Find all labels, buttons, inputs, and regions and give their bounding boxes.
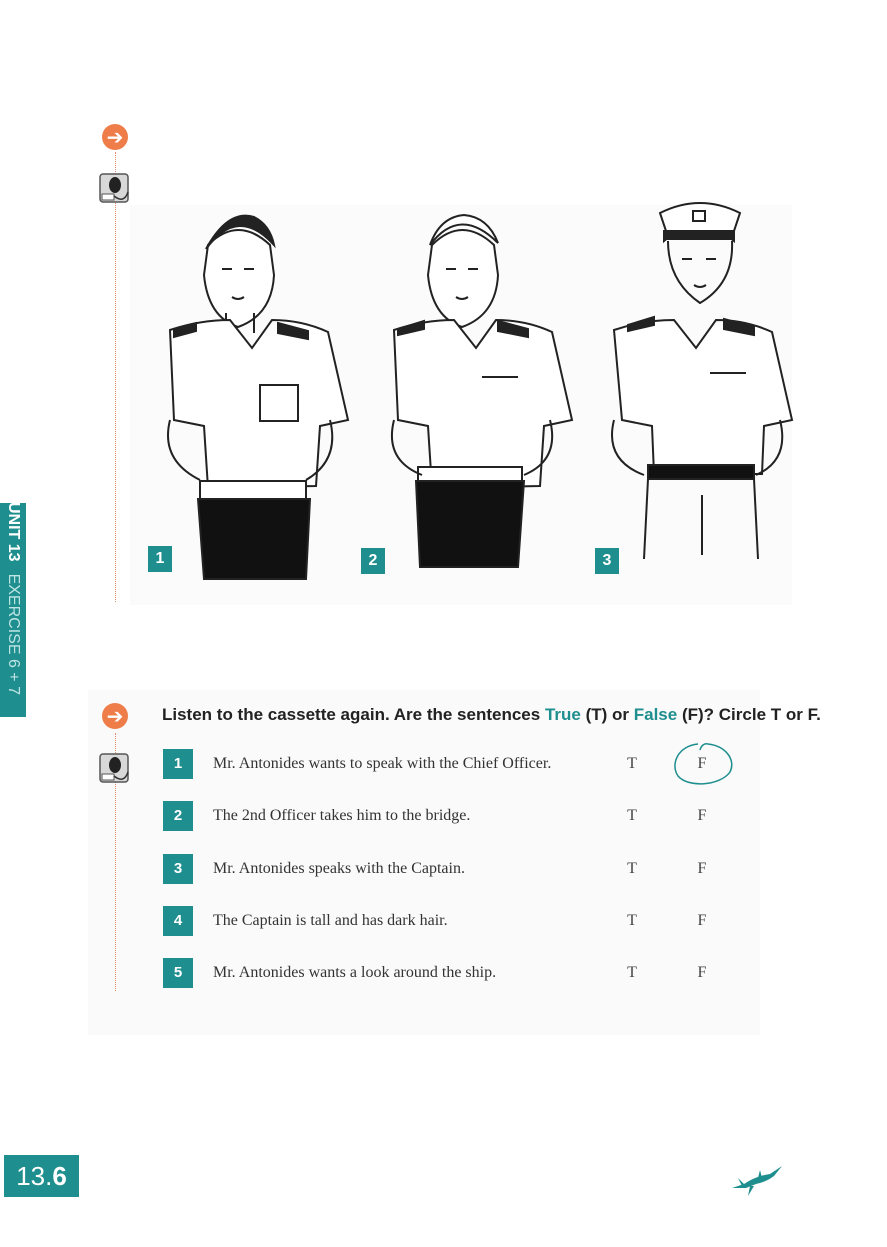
item-4-true-option[interactable]: T [627, 912, 637, 929]
exercise-label: EXERCISE 6 + 7 [5, 573, 22, 695]
arrow-right-icon: ➔ [102, 124, 128, 150]
instruction-part-a: Listen to the cassette again. Are the sentences [162, 705, 545, 724]
item-2-true-option[interactable]: T [627, 807, 637, 824]
arrow-right-icon: ➔ [102, 703, 128, 729]
item-number-1: 1 [163, 749, 193, 779]
item-number-3: 3 [163, 854, 193, 884]
officers-illustration [130, 205, 792, 605]
instruction-part-c: (F)? Circle T or F. [677, 705, 821, 724]
item-number-2: 2 [163, 801, 193, 831]
page-number [4, 1155, 79, 1197]
cassette-icon [98, 172, 132, 206]
item-number-4: 4 [163, 906, 193, 936]
false-word: False [633, 705, 678, 724]
item-3-false-option[interactable]: F [697, 860, 707, 877]
item-text-5: Mr. Antonides wants a look around the ship. [213, 964, 497, 981]
answer-circle-mark [668, 740, 736, 793]
cassette-icon [98, 752, 132, 786]
marlin-logo-icon [730, 1162, 784, 1207]
item-3-true-option[interactable]: T [627, 860, 637, 877]
item-1-false-option[interactable]: F [697, 755, 707, 772]
rail-divider [115, 152, 116, 602]
officer-figure-1 [168, 216, 348, 579]
page-number-prefix: 13. [16, 1161, 53, 1191]
exercise-instruction [162, 705, 821, 725]
item-5-false-option[interactable]: F [697, 964, 707, 981]
figure-number-3: 3 [595, 548, 619, 574]
item-text-3: Mr. Antonides speaks with the Captain. [213, 860, 465, 877]
item-text-1: Mr. Antonides wants to speak with the Chief Officer. [213, 755, 552, 772]
figure-number-1: 1 [148, 546, 172, 572]
item-4-false-option[interactable]: F [697, 912, 707, 929]
item-text-2: The 2nd Officer takes him to the bridge. [213, 807, 471, 824]
unit-label: UNIT 13 [5, 502, 22, 562]
unit-side-tab [0, 503, 26, 717]
officer-figure-3 [612, 203, 792, 559]
figure-number-3-clip [595, 548, 620, 569]
officer-figure-2 [392, 215, 572, 567]
item-number-5: 5 [163, 958, 193, 988]
item-1-true-option[interactable]: T [627, 755, 637, 772]
item-text-4: The Captain is tall and has dark hair. [213, 912, 448, 929]
figure-number-2: 2 [361, 548, 385, 574]
true-word: True [544, 705, 581, 724]
page-number-suffix: 6 [52, 1161, 67, 1191]
instruction-part-b: (T) or [580, 705, 634, 724]
item-5-true-option[interactable]: T [627, 964, 637, 981]
item-2-false-option[interactable]: F [697, 807, 707, 824]
